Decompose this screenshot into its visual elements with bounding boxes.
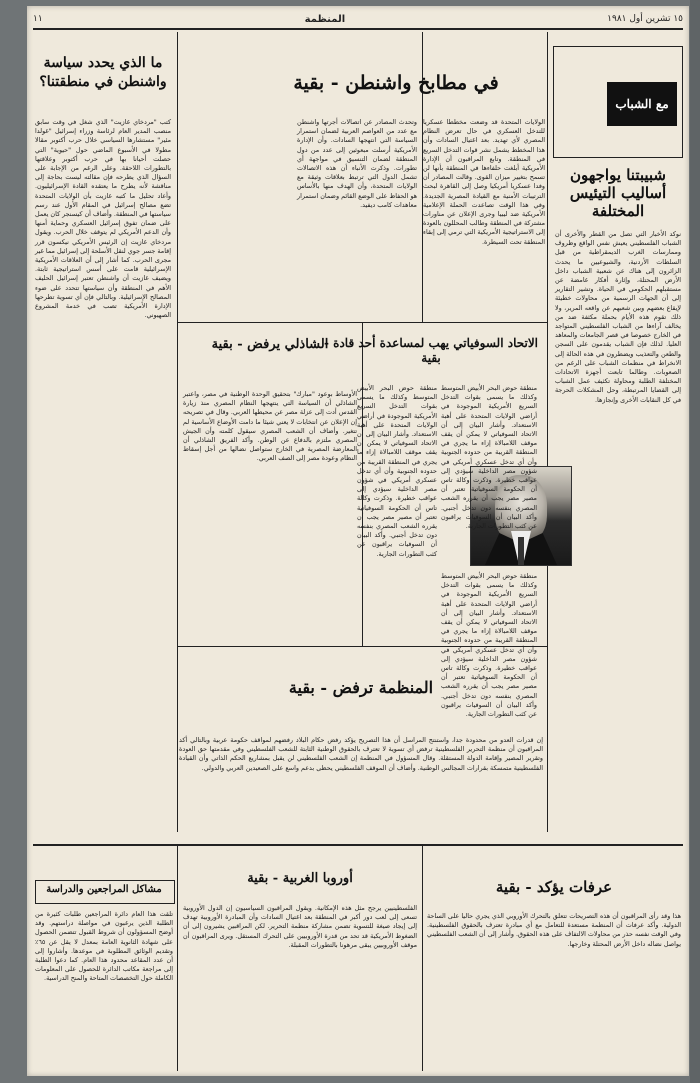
scan-edge (690, 0, 700, 1083)
column-rule (177, 846, 178, 1071)
letters-article-body: تلقت هذا العام دائرة المراجعين طلبات كثيرة من الطلبة الذين يرغبون في مواصلة دراستهم. وقد أوضح المسؤولون أن شروط القبول تتضمن الحصول على شهادة الثانوية العامة بمعدل لا يقل عن ٦٥٪ وتقديم الوثائق المطلوبة في موعدها. وأشاروا إلى أن عدد المقاعد محدود هذا العام. كما دعوا الطلبة إلى مراجعة مكاتب الدائرة للحصول على المعلومات الكاملة حول التخصصات المتاحة والمنح الدراسية. (35, 910, 173, 983)
arafat-headline: عرفات يؤكد - بقية (495, 878, 613, 896)
letters-headline: مشاكل المراجعين والدراسة (46, 884, 162, 895)
ittihad-continuation-body: منطقة حوض البحر الأبيض المتوسط وكذلك ما يسمى بقوات التدخل السريع الأمريكية الموجودة في أراضي الولايات المتحدة على أهبة الاستعداد. وأشار البيان إلى أن الاتحاد السوفياتي لا يمكن أن يقف موقف اللامبالاة إزاء ما يجري في المنطقة القريبة من حدوده الجنوبية وأن أي تدخل عسكري أمريكي في شؤون مصر الداخلية سيؤدي إلى عواقب خطيرة. وذكرت وكالة تاس أن الحكومة السوفياتية تعتبر أن مصير مصر يجب أن يقرره الشعب المصري بنفسه دون تدخل أجنبي. وأكد البيان أن السوفيات يراقبون عن كثب التطورات الجارية. (357, 384, 437, 558)
munazzama-headline: المنظمة ترفض - بقية (288, 678, 434, 697)
section-rule (33, 844, 683, 846)
ittihad-lower-body: منطقة حوض البحر الأبيض المتوسط وكذلك ما يسمى بقوات التدخل السريع الأمريكية الموجودة في أراضي الولايات المتحدة على أهبة الاستعداد. وأشار البيان إلى أن الاتحاد السوفياتي لا يمكن أن يقف موقف اللامبالاة إزاء ما يجري في المنطقة القريبة من حدوده الجنوبية وأن أي تدخل عسكري أمريكي في شؤون مصر الداخلية سيؤدي إلى عواقب خطيرة. وذكرت وكالة تاس أن الحكومة السوفياتية تعتبر أن مصير مصر يجب أن يقرره الشعب المصري بنفسه دون تدخل أجنبي. وأكد البيان أن السوفيات يراقبون عن كثب التطورات الجارية. (441, 572, 537, 719)
shabab-article-body: نوكد الأخبار التي تصل من القطر والأخرى أن الشباب الفلسطيني يعيش نفس الواقع وظروف وممارسات الغرب الديمقراطية من قبل السلطات الأردنية، والشيوعيين ما يحدث الزائرون إلى هناك عن شعبية الشباب داخل الأرض المحتلة، وإثارة أفكار غامضة عن مستقبلهم الحكومي في الحياة. وتشير التقارير إلى أن الجهات الرسمية من محاولات خطيئة لإيقاع بعضهم وبين شعبهم عن واقعه المرير، ولا ذلك تقوم هذه الأيام بحملة مكثفة ضد من يخالف آراءها من الشباب الفلسطيني المتواجد في الخارج خصوصا في قصر الجامعات والمعاهد العليا. لذلك فإن الشباب يقدمون على السجن والطعن والتعذيب ويضطرون في هذه الحالة إلى الانخراط في منظمات الشباب على الرغم من الصعوبات. وطالما تابعت أجهزة الاتحادات المختلفة الطلبة ومحاولة تكثيف عمل الشباب إلى القضايا المرتبطة، وحل المشكلات الحرجة في كل النقابات الأخرى وإنجازها. (555, 230, 681, 404)
newspaper-page (27, 6, 689, 1076)
munazzama-article-body: إن قدرات العدو من محدودة جدا، واستنتج المراسل أن هذا التصريح يؤكد رفض حكام البلاد رفضهم لمواقف حكومة عربية وبالتالي أكد المراقبون أن منظمة التحرير الفلسطينية ترفض أي تسوية لا تعترف بالحقوق الوطنية الثابتة للشعب الفلسطيني وفي مقدمتها حق العودة وتقرير المصير وإقامة الدولة المستقلة. وقال المسؤول في المنظمة إن الشعب الفلسطيني لن يقبل بمشاريع الحكم الذاتي وأن القيادة الفلسطينية متمسكة بقرارات المجالس الوطنية. وأضاف أن الموقف الفلسطيني يحظى بدعم واسع على الصعيدين العربي والدولي. (179, 736, 543, 772)
politics-headline: ما الذي يحدد سياسة واشنطن في منطقتنا؟ (39, 55, 167, 90)
kitchens-headline: في مطابخ واشنطن - بقية (293, 72, 499, 94)
shadhili-article-body: الأوساط بوعود "مبارك" بتحقيق الوحدة الوطنية في مصر، واعتبر الشاذلي أن السياسة التي ينتهجها النظام المصري منذ زيارة القدس أدت إلى عزلة مصر عن محيطها العربي. وقال في تصريحه إن الإعلان عن انتخابات لا يعني شيئا ما دامت الأوضاع الأساسية لم تتغير. وأضاف أن الشعب المصري سيقول كلمته وأن الجيش المصري ملتزم بالدفاع عن الوطن. وأكد الفريق الشاذلي أن المعارضة المصرية في الخارج ستواصل نضالها من أجل إسقاط النظام وعودة مصر إلى الصف العربي. (183, 390, 357, 463)
column-rule (547, 32, 548, 832)
europa-headline: أوروبا الغربية - بقية (247, 871, 353, 886)
kitchens-article-body: الولايات المتحدة قد وضعت مخططا عسكريا للتدخل العسكري في حال تعرض النظام المصري لأي تهديد. بعد اغتيال السادات وأن هذا المخطط يشمل نشر قوات التدخل السريع في المنطقة. وتابع المراقبون أن الإدارة الأمريكية أبلغت حلفاءها في المنطقة بأنها لن تسمح بتغيير ميزان القوى. وقالت المصادر أن وفدا عسكريا أمريكيا وصل إلى القاهرة لبحث الترتيبات الأمنية مع القيادة المصرية الجديدة. وفي هذا الوقت تصاعدت الحملة الإعلامية الأمريكية ضد ليبيا وجرى الإعلان عن مناورات مشتركة في المنطقة وطالب المحللون بالعودة إلى الاستراتيجية الأمريكية التي ترمي إلى إبقاء المنطقة تحت السيطرة. (423, 118, 545, 246)
shadhili-headline: الشاذلي يرفض - بقية (211, 337, 329, 352)
portrait-tie (518, 537, 524, 565)
arafat-article-body: هذا وقد رأى المراقبون أن هذه التصريحات تتعلق بالتحرك الأوروبي الذي يجري حاليا على الساحة الدولية. وأكد عرفات أن المنظمة مستعدة للتعامل مع أي مبادرة تعترف بالحقوق الفلسطينية. وفي الوقت نفسه حذر من محاولات الالتفاف على هذه الحقوق. وأشار إلى أن الشعب الفلسطيني يواصل نضاله داخل الأرض المحتلة وخارجها. (427, 912, 681, 948)
column-rule (177, 32, 178, 832)
page-header (33, 10, 683, 30)
header-date: ١٥ تشرين أول ١٩٨١ (607, 14, 683, 24)
header-paper-name: المنظمة (304, 13, 346, 25)
header-page-number: ١١ (33, 14, 43, 24)
kitchens-continuation-body: وتحدث المصادر عن اتصالات أجرتها واشنطن مع عدد من العواصم العربية لضمان استمرار السياسة التي انتهجها السادات. وأن الإدارة الأمريكية أرسلت مبعوثين إلى عدد من دول المنطقة لضمان التنسيق في مواجهة أي تطورات. وذكرت الأنباء أن هذه الاتصالات تشمل الدول التي ترتبط بعلاقات وثيقة مع الولايات المتحدة، وأن الهدف منها بالأساس هو الحفاظ على الوضع القائم وضمان استمرار معاهدات كامب ديفيد. (297, 118, 417, 209)
politics-article-body: كتب "مردخاي غازيت" الذي شغل في وقت سابق منصب المدير العام لرئاسة وزراء إسرائيل "غولدا مئير" مستشارها السياسي خلال حرب أكتوبر مقالا مطولا في الأسبوع الماضي حول "حيوية" التي حصلت أحيانا بها في حرب أكتوبر وعلاقتها بالتطورات اللاحقة. وعلى الرغم من الإجابة على السؤال الذي يطرحه فإن مقالته ليست بحاجة إلى مناقشة لأنه يطرح ما يعتقده القادة الإسرائيليون. وأعاد تحليل ما كتبه غازيت بأن الولايات المتحدة تضع مصالح إسرائيل في المقام الأول عند رسم سياستها في المنطقة. وأضاف أن كيسنجر كان يعمل على ضمان تفوق إسرائيل العسكري وحماية أمنها وأن الدعم الأمريكي لم يتوقف خلال الحرب. ويقول مردخاي غازيت إن الرئيس الأمريكي نيكسون قرر إقامة جسر جوي لنقل الأسلحة إلى إسرائيل مما غير مجرى الحرب. كما أشار إلى أن العلاقات الأمريكية الإسرائيلية قامت على أسس استراتيجية ثابتة. ويضيف غازيت أن واشنطن تعتبر إسرائيل الحليف الأهم في المنطقة وأن سياستها تتحدد على ضوء المصالح الإسرائيلية. وبالتالي فإن أي تسوية تطرحها الإدارة الأمريكية تصب في خدمة المشروع الصهيوني. (35, 118, 171, 320)
shabab-headline: شبيبتنا يواجهون أساليب التيئيس المختلفة (569, 166, 667, 220)
ittihad-article-body: منطقة حوض البحر الأبيض المتوسط وكذلك ما يسمى بقوات التدخل السريع الأمريكية الموجودة في أراضي الولايات المتحدة على أهبة الاستعداد. وأشار البيان إلى أن الاتحاد السوفياتي لا يمكن أن يقف موقف اللامبالاة إزاء ما يجري في المنطقة القريبة من حدوده الجنوبية وأن أي تدخل عسكري أمريكي في شؤون مصر الداخلية سيؤدي إلى عواقب خطيرة. وذكرت وكالة تاس أن الحكومة السوفياتية تعتبر أن مصير مصر يجب أن يقرره الشعب المصري بنفسه دون تدخل أجنبي. وأكد البيان أن السوفيات يراقبون عن كثب التطورات الجارية. (441, 384, 537, 531)
ittihad-headline: الاتحاد السوفياتي يهب لمساعدة أحد قادة - بقية (324, 336, 538, 365)
shabab-logo: مع الشباب (607, 82, 677, 126)
column-rule (422, 846, 423, 1071)
europa-article-body: الفلسطينيين يرجح مثل هذه الإمكانية. ويقول المراقبون السياسيون إن الدول الأوروبية تسعى إلى لعب دور أكبر في المنطقة بعد اغتيال السادات وأن المبادرة الأوروبية تهدف إلى إيجاد صيغة للتسوية تضمن مشاركة منظمة التحرير. لكن المراقبين يشيرون إلى أن الضغوط الأمريكية قد تحد من قدرة الأوروبيين على التحرك المستقل. ويرى المراقبون أن موقف الأوروبيين يبقى مرهونا بالتطورات المقبلة. (183, 904, 417, 949)
